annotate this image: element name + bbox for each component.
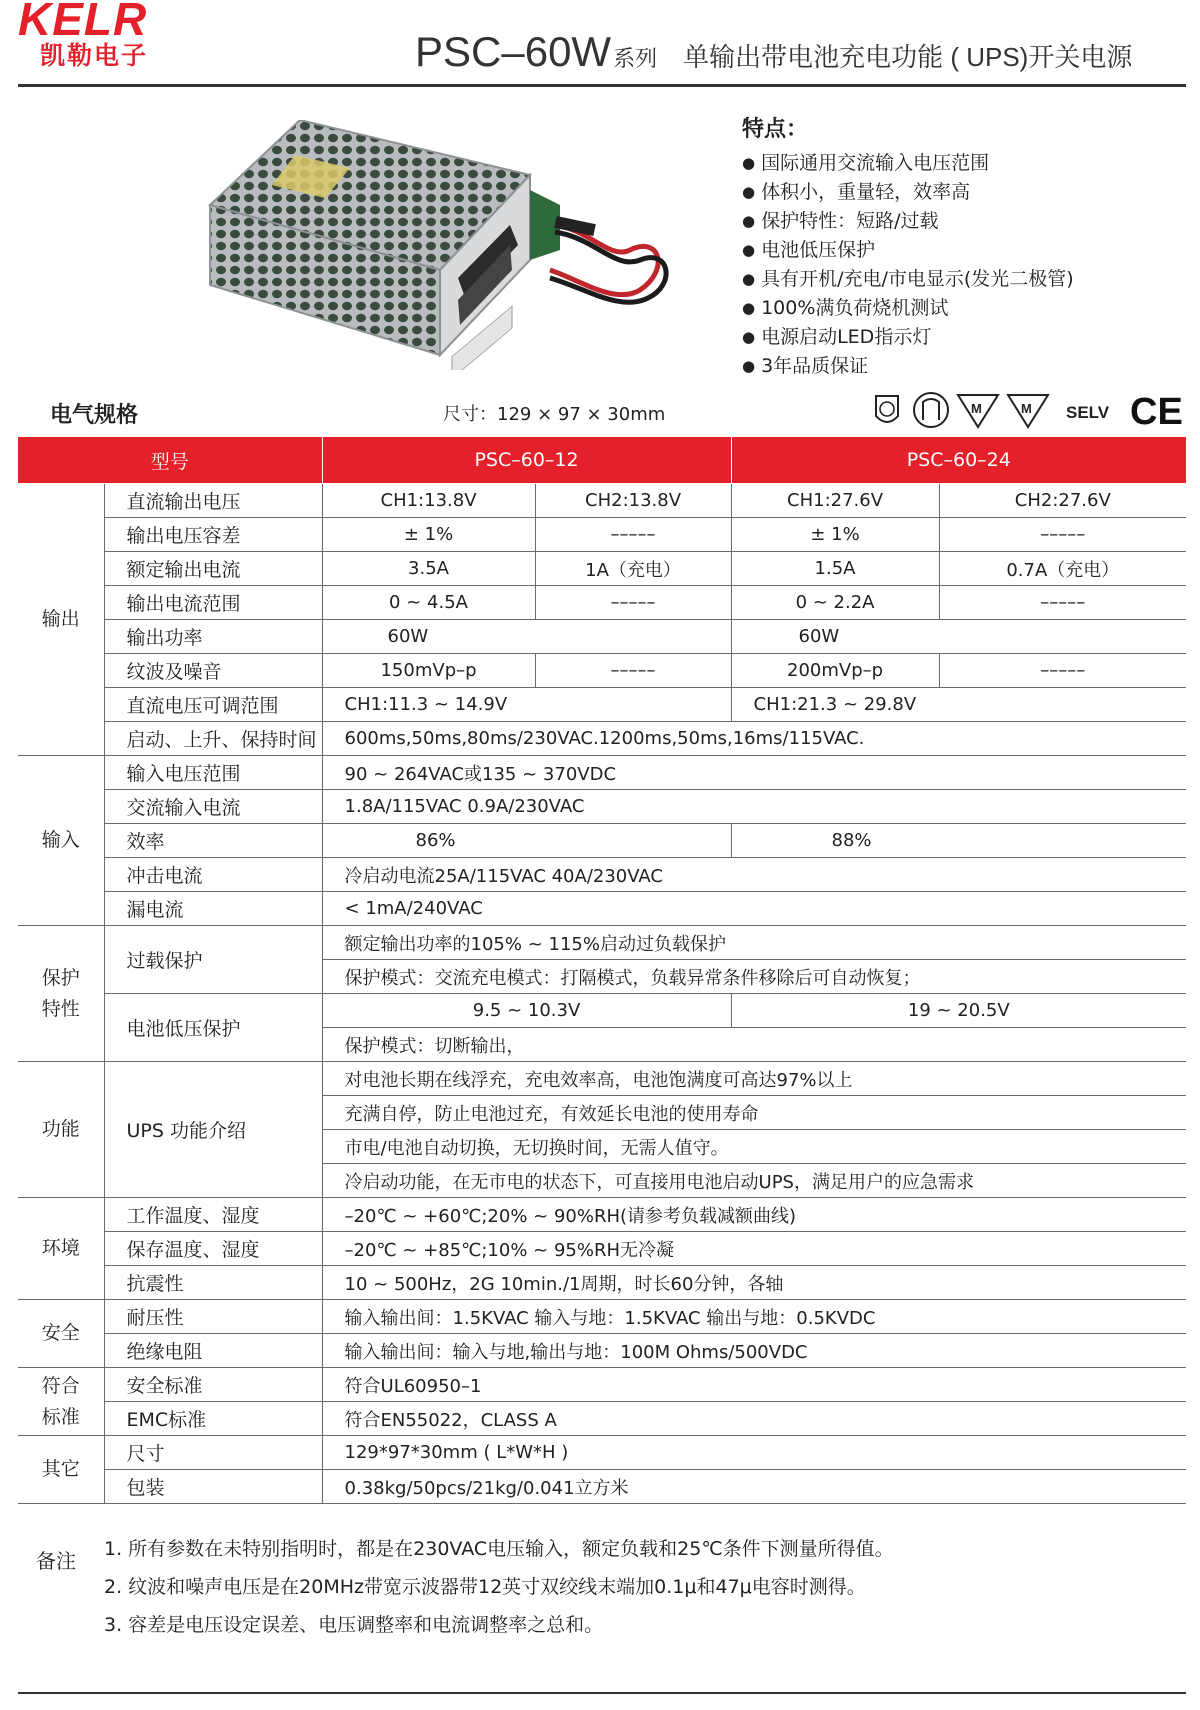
cell: 1.8A/115VAC 0.9A/230VAC	[322, 790, 1186, 824]
spec-table	[18, 437, 1186, 1504]
feature-item: ● 体积小，重量轻，效率高	[742, 178, 1074, 207]
feature-item: ● 具有开机/充电/市电显示(发光二极管)	[742, 265, 1074, 294]
cell: 输入输出间：输入与地,输出与地：100M Ohms/500VDC	[322, 1334, 1186, 1368]
cell: 充满自停，防止电池过充，有效延长电池的使用寿命	[322, 1096, 1186, 1130]
cell: 86%	[322, 824, 731, 858]
cell: CH1:21.3 ~ 29.8V	[731, 688, 1186, 722]
table-row	[18, 518, 1186, 552]
cell: 市电/电池自动切换，无切换时间，无需人值守。	[322, 1130, 1186, 1164]
param-label: 效率	[104, 824, 322, 858]
table-row	[18, 1436, 1186, 1470]
table-row	[18, 1300, 1186, 1334]
table-row	[18, 620, 1186, 654]
table-row	[18, 654, 1186, 688]
footer-divider	[18, 1692, 1186, 1694]
param-label: 安全标准	[104, 1368, 322, 1402]
product-photo	[200, 120, 680, 370]
spec-title: 电气规格	[50, 403, 139, 428]
ul-shield-icon	[876, 396, 898, 422]
note-item: 3. 容差是电压设定误差、电压调整率和电流调整率之总和。	[104, 1614, 604, 1636]
note-item: 2. 纹波和噪声电压是在20MHz带宽示波器带12英寸双绞线末端加0.1μ和47μ电容时测得。	[104, 1576, 866, 1598]
cell: 60W	[322, 620, 731, 654]
header-model-2: PSC–60–24	[731, 437, 1186, 484]
param-label: 输出功率	[104, 620, 322, 654]
cell: 对电池长期在线浮充，充电效率高，电池饱满度可高达97%以上	[322, 1062, 1186, 1096]
feature-item: ● 100%满负荷烧机测试	[742, 294, 1074, 323]
notes-list	[104, 1530, 894, 1644]
param-label: 耐压性	[104, 1300, 322, 1334]
notes-label: 备注	[36, 1549, 76, 1573]
cell: 冷启动功能，在无市电的状态下，可直接用电池启动UPS，满足用户的应急需求	[322, 1164, 1186, 1198]
feature-item: ● 保护特性：短路/过载	[742, 207, 1074, 236]
cell: 200mVp–p	[731, 654, 939, 688]
table-row	[18, 1470, 1186, 1504]
cell: 150mVp–p	[322, 654, 535, 688]
cell: 60W	[731, 620, 1186, 654]
cell: 0.38kg/50pcs/21kg/0.041立方米	[322, 1470, 1186, 1504]
group-other: 其它	[18, 1436, 104, 1504]
table-row	[18, 892, 1186, 926]
param-label: 冲击电流	[104, 858, 322, 892]
cell: 保护模式：切断输出，	[322, 1028, 1186, 1062]
param-label: 交流输入电流	[104, 790, 322, 824]
table-row	[18, 790, 1186, 824]
cell: ± 1%	[731, 518, 939, 552]
param-label: 直流电压可调范围	[104, 688, 322, 722]
feature-item: ● 3年品质保证	[742, 352, 1074, 381]
param-label: 包装	[104, 1470, 322, 1504]
cell: 额定输出功率的105% ~ 115%启动过负载保护	[322, 926, 1186, 960]
cell: 保护模式：交流充电模式：打隔模式，负载异常条件移除后可自动恢复；	[322, 960, 1186, 994]
feature-item: ● 电源启动LED指示灯	[742, 323, 1074, 352]
cell: ± 1%	[322, 518, 535, 552]
table-row	[18, 756, 1186, 790]
cell: 冷启动电流25A/115VAC 40A/230VAC	[322, 858, 1186, 892]
table-row	[18, 1266, 1186, 1300]
table-row	[18, 994, 1186, 1028]
table-row	[18, 858, 1186, 892]
param-label: 输入电压范围	[104, 756, 322, 790]
ce-mark-icon: CE	[1130, 391, 1183, 430]
table-header-row	[18, 437, 1186, 484]
cell: –––––	[535, 518, 731, 552]
param-label: 输出电压容差	[104, 518, 322, 552]
table-row	[18, 1198, 1186, 1232]
product-description: 单输出带电池充电功能 ( UPS)开关电源	[683, 42, 1133, 72]
param-label: 工作温度、湿度	[104, 1198, 322, 1232]
cell: –––––	[939, 654, 1186, 688]
triangle-m-icon	[1008, 395, 1048, 427]
group-standards-line1: 符合	[41, 1375, 80, 1398]
table-row	[18, 722, 1186, 756]
cell: –––––	[939, 518, 1186, 552]
table-row	[18, 1334, 1186, 1368]
table-row	[18, 688, 1186, 722]
cert-m1-text: M	[971, 401, 982, 416]
cell: 88%	[731, 824, 1186, 858]
param-label: EMC标准	[104, 1402, 322, 1436]
cell: 90 ~ 264VAC或135 ~ 370VDC	[322, 756, 1186, 790]
param-label: 抗震性	[104, 1266, 322, 1300]
cell: 符合EN55022，CLASS A	[322, 1402, 1186, 1436]
logo-word: KELR	[18, 0, 148, 45]
group-safety: 安全	[18, 1300, 104, 1368]
feature-item: ● 电池低压保护	[742, 236, 1074, 265]
table-row	[18, 484, 1186, 518]
series-label: 系列	[613, 46, 658, 71]
group-standards	[18, 1368, 104, 1436]
features-title: 特点：	[742, 117, 809, 142]
cell: 3.5A	[322, 552, 535, 586]
cell: –20℃ ~ +85℃;10% ~ 95%RH无冷凝	[322, 1232, 1186, 1266]
cell: 0 ~ 2.2A	[731, 586, 939, 620]
param-label: 额定输出电流	[104, 552, 322, 586]
group-environment: 环境	[18, 1198, 104, 1300]
group-protection-line1: 保护	[41, 967, 80, 990]
table-row	[18, 824, 1186, 858]
features-list	[742, 112, 1074, 381]
cell: –––––	[535, 654, 731, 688]
cell: –––––	[535, 586, 731, 620]
header-divider	[18, 84, 1186, 87]
table-row	[18, 1402, 1186, 1436]
table-row	[18, 1368, 1186, 1402]
model-name: PSC–60W	[415, 28, 612, 75]
param-label: 电池低压保护	[104, 994, 322, 1062]
safety-circle-icon	[914, 393, 948, 427]
spec-size: 尺寸：129 × 97 × 30mm	[443, 404, 666, 425]
header-model-label: 型号	[18, 437, 322, 484]
cell: < 1mA/240VAC	[322, 892, 1186, 926]
cell: 1A（充电）	[535, 552, 731, 586]
cell: 19 ~ 20.5V	[731, 994, 1186, 1028]
param-label: 保存温度、湿度	[104, 1232, 322, 1266]
param-label: 尺寸	[104, 1436, 322, 1470]
group-protection	[18, 926, 104, 1062]
cell: –20℃ ~ +60℃;20% ~ 90%RH(请参考负载减额曲线)	[322, 1198, 1186, 1232]
cell: 0 ~ 4.5A	[322, 586, 535, 620]
cell: 1.5A	[731, 552, 939, 586]
cell: CH1:11.3 ~ 14.9V	[322, 688, 731, 722]
table-row	[18, 926, 1186, 960]
group-protection-line2: 特性	[41, 997, 80, 1020]
param-label: 漏电流	[104, 892, 322, 926]
triangle-m-icon	[958, 395, 998, 427]
cell: 0.7A（充电）	[939, 552, 1186, 586]
param-label: UPS 功能介绍	[104, 1062, 322, 1198]
cell: 9.5 ~ 10.3V	[322, 994, 731, 1028]
cell: CH1:13.8V	[322, 484, 535, 518]
table-row	[18, 1062, 1186, 1096]
note-item: 1. 所有参数在未特别指明时，都是在230VAC电压输入，额定负载和25℃条件下测量所得值。	[104, 1538, 894, 1560]
cell: CH2:27.6V	[939, 484, 1186, 518]
group-function: 功能	[18, 1062, 104, 1198]
param-label: 纹波及噪音	[104, 654, 322, 688]
table-row	[18, 1232, 1186, 1266]
header-model-1: PSC–60–12	[322, 437, 731, 484]
table-row	[18, 586, 1186, 620]
table-row	[18, 552, 1186, 586]
group-standards-line2: 标准	[41, 1405, 80, 1428]
brand-logo	[18, 0, 198, 70]
param-label: 启动、上升、保持时间	[104, 722, 322, 756]
certification-icons	[868, 390, 1188, 430]
param-label: 输出电流范围	[104, 586, 322, 620]
param-label: 绝缘电阻	[104, 1334, 322, 1368]
group-output: 输出	[18, 484, 104, 756]
cell: CH2:13.8V	[535, 484, 731, 518]
cell: 129*97*30mm ( L*W*H )	[322, 1436, 1186, 1470]
cell: 600ms,50ms,80ms/230VAC.1200ms,50ms,16ms/115VAC.	[322, 722, 1186, 756]
cell: CH1:27.6V	[731, 484, 939, 518]
cell: 10 ~ 500Hz，2G 10min./1周期，时长60分钟，各轴	[322, 1266, 1186, 1300]
feature-item: ● 国际通用交流输入电压范围	[742, 149, 1074, 178]
param-label: 直流输出电压	[104, 484, 322, 518]
cell: –––––	[939, 586, 1186, 620]
group-input: 输入	[18, 756, 104, 926]
logo-cn: 凯勒电子	[40, 41, 149, 70]
cell: 符合UL60950–1	[322, 1368, 1186, 1402]
cell: 输入输出间：1.5KVAC 输入与地：1.5KVAC 输出与地：0.5KVDC	[322, 1300, 1186, 1334]
param-label: 过载保护	[104, 926, 322, 994]
page-title	[415, 28, 1132, 76]
selv-text: SELV	[1066, 403, 1110, 422]
cert-m2-text: M	[1021, 401, 1032, 416]
